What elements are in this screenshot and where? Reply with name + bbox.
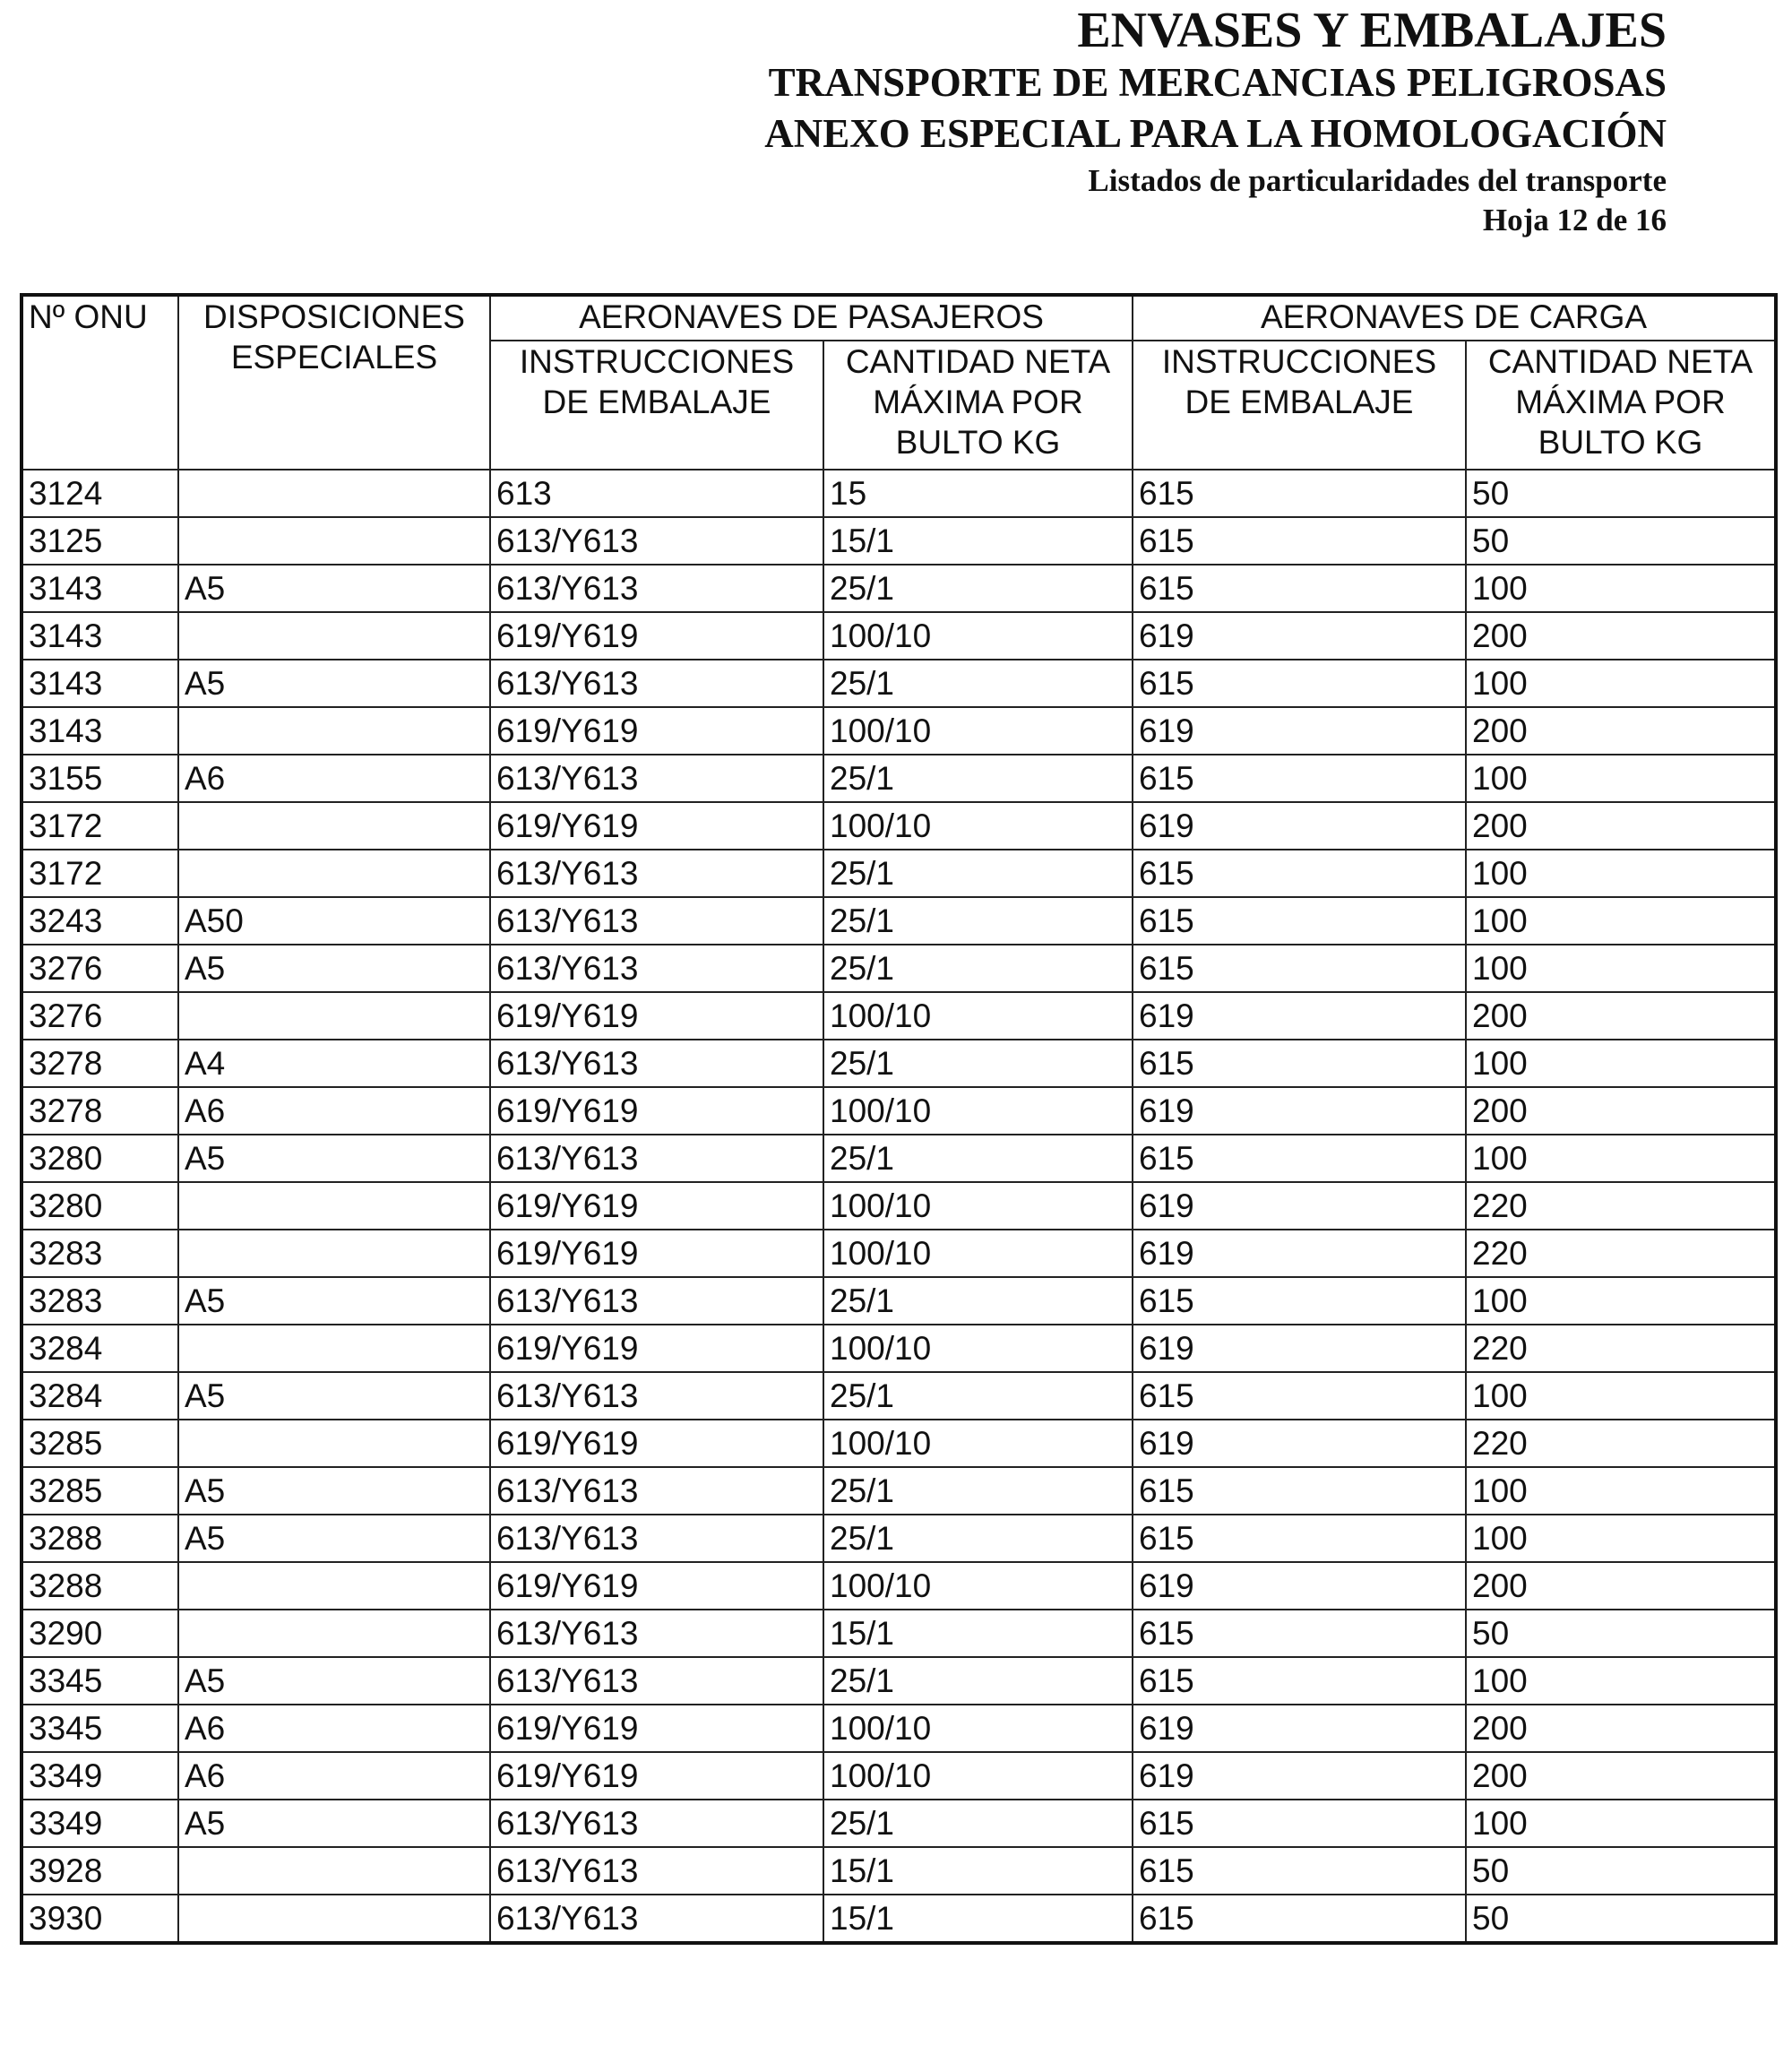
cell-passenger-packing-instruction: 619/Y619: [490, 1087, 823, 1135]
table-row: [22, 945, 1776, 992]
table-row: [22, 1657, 1776, 1705]
cell-cargo-packing-instruction: 615: [1133, 1372, 1466, 1420]
cell-passenger-max-quantity: 25/1: [823, 1135, 1133, 1182]
table-row: [22, 1847, 1776, 1895]
cell-passenger-max-quantity: 100/10: [823, 1087, 1133, 1135]
cell-passenger-packing-instruction: 619/Y619: [490, 1752, 823, 1800]
cell-cargo-max-quantity: 100: [1466, 1467, 1776, 1515]
header-line: DE EMBALAJE: [1185, 384, 1414, 420]
table-row: [22, 1562, 1776, 1610]
cell-onu-number: 3243: [22, 897, 178, 945]
table-row: [22, 1420, 1776, 1467]
cell-passenger-packing-instruction: 619/Y619: [490, 1420, 823, 1467]
cell-cargo-packing-instruction: 619: [1133, 1230, 1466, 1277]
table-row: [22, 1467, 1776, 1515]
cell-onu-number: 3283: [22, 1230, 178, 1277]
cell-passenger-max-quantity: 25/1: [823, 1277, 1133, 1325]
cell-cargo-packing-instruction: 619: [1133, 612, 1466, 660]
cell-cargo-packing-instruction: 615: [1133, 1895, 1466, 1943]
cell-cargo-max-quantity: 50: [1466, 1847, 1776, 1895]
cell-passenger-packing-instruction: 619/Y619: [490, 707, 823, 755]
cell-cargo-packing-instruction: 619: [1133, 1182, 1466, 1230]
cell-passenger-packing-instruction: 613: [490, 470, 823, 517]
table-row: [22, 1135, 1776, 1182]
cell-passenger-max-quantity: 25/1: [823, 897, 1133, 945]
cell-passenger-packing-instruction: 613/Y613: [490, 1895, 823, 1943]
cell-passenger-packing-instruction: 619/Y619: [490, 1182, 823, 1230]
cell-cargo-max-quantity: 50: [1466, 517, 1776, 565]
cell-passenger-max-quantity: 15/1: [823, 1895, 1133, 1943]
column-header-special-provisions-line2: ESPECIALES: [230, 339, 438, 376]
cell-passenger-packing-instruction: 613/Y613: [490, 565, 823, 612]
cell-special-provisions: [178, 1325, 490, 1372]
cell-special-provisions: A50: [178, 897, 490, 945]
cell-special-provisions: A6: [178, 1705, 490, 1752]
column-header-cargo-max-net-quantity: [1466, 341, 1776, 470]
cell-cargo-max-quantity: 100: [1466, 565, 1776, 612]
cell-cargo-packing-instruction: 619: [1133, 802, 1466, 850]
cell-cargo-max-quantity: 200: [1466, 1087, 1776, 1135]
cell-passenger-packing-instruction: 619/Y619: [490, 1562, 823, 1610]
cell-special-provisions: [178, 1230, 490, 1277]
cell-passenger-max-quantity: 15: [823, 470, 1133, 517]
cell-cargo-packing-instruction: 615: [1133, 517, 1466, 565]
cell-cargo-packing-instruction: 615: [1133, 1800, 1466, 1847]
table-row: [22, 707, 1776, 755]
table-row: [22, 1895, 1776, 1943]
cell-onu-number: 3143: [22, 707, 178, 755]
cell-special-provisions: [178, 802, 490, 850]
cell-passenger-max-quantity: 100/10: [823, 1705, 1133, 1752]
cell-passenger-max-quantity: 100/10: [823, 1420, 1133, 1467]
cell-onu-number: 3143: [22, 612, 178, 660]
cell-cargo-max-quantity: 100: [1466, 1515, 1776, 1562]
cell-onu-number: 3284: [22, 1325, 178, 1372]
cell-onu-number: 3290: [22, 1610, 178, 1657]
cell-passenger-max-quantity: 100/10: [823, 802, 1133, 850]
table-row: [22, 1230, 1776, 1277]
table-row: [22, 992, 1776, 1040]
cell-cargo-max-quantity: 220: [1466, 1182, 1776, 1230]
cell-cargo-packing-instruction: 615: [1133, 897, 1466, 945]
cell-special-provisions: [178, 612, 490, 660]
cell-passenger-max-quantity: 100/10: [823, 1562, 1133, 1610]
cell-cargo-packing-instruction: 615: [1133, 1467, 1466, 1515]
table-row: [22, 1752, 1776, 1800]
cell-special-provisions: [178, 850, 490, 897]
cell-cargo-max-quantity: 200: [1466, 1705, 1776, 1752]
cell-onu-number: 3172: [22, 802, 178, 850]
cell-onu-number: 3276: [22, 945, 178, 992]
table-row: [22, 1800, 1776, 1847]
cell-cargo-max-quantity: 100: [1466, 945, 1776, 992]
cell-passenger-packing-instruction: 613/Y613: [490, 755, 823, 802]
table-row: [22, 802, 1776, 850]
cell-cargo-packing-instruction: 615: [1133, 565, 1466, 612]
cell-cargo-packing-instruction: 615: [1133, 470, 1466, 517]
cell-onu-number: 3124: [22, 470, 178, 517]
cell-onu-number: 3285: [22, 1420, 178, 1467]
cell-passenger-max-quantity: 15/1: [823, 1610, 1133, 1657]
cell-passenger-packing-instruction: 613/Y613: [490, 1467, 823, 1515]
cell-onu-number: 3278: [22, 1040, 178, 1087]
header-line: MÁXIMA POR: [1515, 384, 1726, 420]
cell-special-provisions: A5: [178, 945, 490, 992]
cell-passenger-max-quantity: 100/10: [823, 1182, 1133, 1230]
cell-passenger-packing-instruction: 613/Y613: [490, 517, 823, 565]
table-row: [22, 1705, 1776, 1752]
cell-passenger-max-quantity: 25/1: [823, 1040, 1133, 1087]
cell-cargo-max-quantity: 100: [1466, 1040, 1776, 1087]
cell-cargo-max-quantity: 200: [1466, 612, 1776, 660]
cell-special-provisions: A5: [178, 1277, 490, 1325]
cell-special-provisions: A4: [178, 1040, 490, 1087]
cell-special-provisions: A5: [178, 1800, 490, 1847]
cell-cargo-packing-instruction: 615: [1133, 850, 1466, 897]
cell-passenger-max-quantity: 25/1: [823, 1372, 1133, 1420]
cell-onu-number: 3143: [22, 660, 178, 707]
table-row: [22, 1610, 1776, 1657]
header-line: MÁXIMA POR: [873, 384, 1083, 420]
table-header: [22, 295, 1776, 470]
cell-passenger-packing-instruction: 613/Y613: [490, 660, 823, 707]
cell-special-provisions: A5: [178, 1467, 490, 1515]
cell-cargo-max-quantity: 50: [1466, 470, 1776, 517]
cell-cargo-max-quantity: 100: [1466, 1800, 1776, 1847]
cell-passenger-max-quantity: 100/10: [823, 1325, 1133, 1372]
cell-passenger-max-quantity: 100/10: [823, 612, 1133, 660]
cell-cargo-packing-instruction: 615: [1133, 1610, 1466, 1657]
document-subtitle-annex: ANEXO ESPECIAL PARA LA HOMOLOGACIÓN: [764, 111, 1667, 156]
cell-passenger-packing-instruction: 619/Y619: [490, 1230, 823, 1277]
column-header-passenger-max-net-quantity: [823, 341, 1133, 470]
cell-cargo-packing-instruction: 619: [1133, 1420, 1466, 1467]
cell-special-provisions: A6: [178, 1087, 490, 1135]
cell-cargo-packing-instruction: 619: [1133, 1752, 1466, 1800]
cell-cargo-max-quantity: 100: [1466, 1372, 1776, 1420]
cell-cargo-max-quantity: 100: [1466, 1135, 1776, 1182]
cell-onu-number: 3288: [22, 1562, 178, 1610]
cell-cargo-max-quantity: 100: [1466, 1657, 1776, 1705]
cell-onu-number: 3172: [22, 850, 178, 897]
cell-passenger-max-quantity: 15/1: [823, 1847, 1133, 1895]
table-row: [22, 755, 1776, 802]
cell-cargo-packing-instruction: 615: [1133, 1135, 1466, 1182]
cell-cargo-max-quantity: 100: [1466, 897, 1776, 945]
cell-passenger-max-quantity: 25/1: [823, 1657, 1133, 1705]
header-line: CANTIDAD NETA: [845, 343, 1111, 380]
cell-passenger-packing-instruction: 613/Y613: [490, 1372, 823, 1420]
cell-special-provisions: [178, 1562, 490, 1610]
table-row: [22, 897, 1776, 945]
table-row: [22, 850, 1776, 897]
document-title: ENVASES Y EMBALAJES: [1077, 3, 1667, 58]
cell-cargo-packing-instruction: 615: [1133, 945, 1466, 992]
header-line: CANTIDAD NETA: [1487, 343, 1753, 380]
cell-cargo-max-quantity: 50: [1466, 1610, 1776, 1657]
cell-cargo-max-quantity: 220: [1466, 1230, 1776, 1277]
cell-special-provisions: [178, 1895, 490, 1943]
column-header-passenger-packing-instructions: [490, 341, 823, 470]
cell-passenger-max-quantity: 25/1: [823, 1800, 1133, 1847]
cell-cargo-max-quantity: 50: [1466, 1895, 1776, 1943]
cell-cargo-packing-instruction: 619: [1133, 1087, 1466, 1135]
cell-cargo-packing-instruction: 615: [1133, 1847, 1466, 1895]
cell-passenger-max-quantity: 25/1: [823, 755, 1133, 802]
document-subtitle-listings: Listados de particularidades del transporte: [1088, 163, 1667, 198]
cell-passenger-packing-instruction: 613/Y613: [490, 1135, 823, 1182]
header-line: DE EMBALAJE: [542, 384, 771, 420]
cell-passenger-max-quantity: 100/10: [823, 707, 1133, 755]
cell-passenger-packing-instruction: 619/Y619: [490, 612, 823, 660]
column-header-special-provisions-line1: DISPOSICIONES: [203, 298, 465, 335]
cell-passenger-max-quantity: 100/10: [823, 1230, 1133, 1277]
cell-passenger-packing-instruction: 613/Y613: [490, 1610, 823, 1657]
table-body: [22, 470, 1776, 1943]
cell-special-provisions: A6: [178, 1752, 490, 1800]
cell-onu-number: 3928: [22, 1847, 178, 1895]
cell-passenger-packing-instruction: 619/Y619: [490, 992, 823, 1040]
table-row: [22, 1040, 1776, 1087]
cell-cargo-max-quantity: 100: [1466, 660, 1776, 707]
cell-cargo-max-quantity: 200: [1466, 802, 1776, 850]
cell-passenger-max-quantity: 25/1: [823, 565, 1133, 612]
cell-cargo-packing-instruction: 615: [1133, 1277, 1466, 1325]
cell-special-provisions: A5: [178, 1515, 490, 1562]
cell-cargo-max-quantity: 100: [1466, 1277, 1776, 1325]
cell-cargo-packing-instruction: 615: [1133, 1657, 1466, 1705]
cell-onu-number: 3285: [22, 1467, 178, 1515]
cell-passenger-max-quantity: 25/1: [823, 660, 1133, 707]
cell-onu-number: 3284: [22, 1372, 178, 1420]
cell-cargo-packing-instruction: 619: [1133, 1325, 1466, 1372]
cell-cargo-packing-instruction: 619: [1133, 992, 1466, 1040]
table-row: [22, 1182, 1776, 1230]
cell-onu-number: 3276: [22, 992, 178, 1040]
cell-passenger-packing-instruction: 613/Y613: [490, 1800, 823, 1847]
table-row: [22, 1515, 1776, 1562]
cell-passenger-max-quantity: 25/1: [823, 850, 1133, 897]
header-line: INSTRUCCIONES: [1161, 343, 1437, 380]
cell-special-provisions: A5: [178, 1135, 490, 1182]
cell-onu-number: 3930: [22, 1895, 178, 1943]
table-row: [22, 1325, 1776, 1372]
page-number: Hoja 12 de 16: [1482, 203, 1667, 237]
cell-special-provisions: A5: [178, 660, 490, 707]
group-header-passenger-aircraft: AERONAVES DE PASAJEROS: [490, 295, 1133, 341]
cell-cargo-packing-instruction: 615: [1133, 1515, 1466, 1562]
cell-passenger-packing-instruction: 619/Y619: [490, 802, 823, 850]
column-header-special-provisions: [178, 295, 490, 470]
cell-cargo-max-quantity: 200: [1466, 707, 1776, 755]
cell-passenger-packing-instruction: 613/Y613: [490, 897, 823, 945]
cell-onu-number: 3283: [22, 1277, 178, 1325]
cell-onu-number: 3349: [22, 1752, 178, 1800]
cell-cargo-max-quantity: 220: [1466, 1325, 1776, 1372]
cell-passenger-packing-instruction: 613/Y613: [490, 1040, 823, 1087]
cell-onu-number: 3280: [22, 1135, 178, 1182]
cell-onu-number: 3288: [22, 1515, 178, 1562]
cell-passenger-packing-instruction: 613/Y613: [490, 1657, 823, 1705]
cell-special-provisions: [178, 517, 490, 565]
table-row: [22, 470, 1776, 517]
column-header-cargo-packing-instructions: [1133, 341, 1466, 470]
cell-passenger-packing-instruction: 619/Y619: [490, 1325, 823, 1372]
cell-passenger-packing-instruction: 613/Y613: [490, 1277, 823, 1325]
cell-special-provisions: [178, 1420, 490, 1467]
cell-special-provisions: [178, 992, 490, 1040]
cell-passenger-max-quantity: 15/1: [823, 517, 1133, 565]
cell-onu-number: 3345: [22, 1705, 178, 1752]
table-row: [22, 565, 1776, 612]
cell-passenger-max-quantity: 25/1: [823, 1467, 1133, 1515]
table-row: [22, 660, 1776, 707]
cell-passenger-packing-instruction: 613/Y613: [490, 1515, 823, 1562]
cell-cargo-max-quantity: 200: [1466, 1562, 1776, 1610]
cell-special-provisions: [178, 470, 490, 517]
cell-cargo-max-quantity: 200: [1466, 1752, 1776, 1800]
transport-table: [20, 293, 1778, 1945]
cell-cargo-packing-instruction: 619: [1133, 1562, 1466, 1610]
cell-passenger-packing-instruction: 613/Y613: [490, 945, 823, 992]
cell-special-provisions: [178, 1610, 490, 1657]
cell-cargo-packing-instruction: 619: [1133, 707, 1466, 755]
group-header-cargo-aircraft: AERONAVES DE CARGA: [1133, 295, 1776, 341]
cell-cargo-max-quantity: 200: [1466, 992, 1776, 1040]
cell-onu-number: 3125: [22, 517, 178, 565]
cell-special-provisions: A5: [178, 1372, 490, 1420]
cell-passenger-max-quantity: 100/10: [823, 1752, 1133, 1800]
cell-passenger-max-quantity: 25/1: [823, 1515, 1133, 1562]
cell-passenger-max-quantity: 25/1: [823, 945, 1133, 992]
column-header-onu: [22, 295, 178, 470]
cell-cargo-max-quantity: 100: [1466, 755, 1776, 802]
cell-passenger-packing-instruction: 613/Y613: [490, 850, 823, 897]
cell-cargo-packing-instruction: 615: [1133, 755, 1466, 802]
cell-special-provisions: A5: [178, 1657, 490, 1705]
cell-special-provisions: A5: [178, 565, 490, 612]
cell-onu-number: 3278: [22, 1087, 178, 1135]
table-row: [22, 612, 1776, 660]
column-header-onu-label: Nº ONU: [29, 298, 148, 335]
cell-onu-number: 3143: [22, 565, 178, 612]
cell-onu-number: 3155: [22, 755, 178, 802]
table-row: [22, 1087, 1776, 1135]
cell-passenger-max-quantity: 100/10: [823, 992, 1133, 1040]
cell-passenger-packing-instruction: 619/Y619: [490, 1705, 823, 1752]
cell-special-provisions: [178, 1182, 490, 1230]
table-row: [22, 517, 1776, 565]
header-line: INSTRUCCIONES: [519, 343, 795, 380]
cell-passenger-packing-instruction: 613/Y613: [490, 1847, 823, 1895]
cell-cargo-packing-instruction: 619: [1133, 1705, 1466, 1752]
cell-onu-number: 3280: [22, 1182, 178, 1230]
table-row: [22, 1277, 1776, 1325]
cell-cargo-packing-instruction: 615: [1133, 660, 1466, 707]
document-subtitle-transport: TRANSPORTE DE MERCANCIAS PELIGROSAS: [768, 60, 1667, 105]
cell-onu-number: 3349: [22, 1800, 178, 1847]
cell-cargo-max-quantity: 220: [1466, 1420, 1776, 1467]
document-header: [764, 0, 1667, 240]
cell-special-provisions: [178, 707, 490, 755]
header-line: BULTO KG: [1538, 424, 1703, 461]
cell-special-provisions: [178, 1847, 490, 1895]
cell-onu-number: 3345: [22, 1657, 178, 1705]
cell-cargo-max-quantity: 100: [1466, 850, 1776, 897]
cell-cargo-packing-instruction: 615: [1133, 1040, 1466, 1087]
table-row: [22, 1372, 1776, 1420]
cell-special-provisions: A6: [178, 755, 490, 802]
header-line: BULTO KG: [895, 424, 1061, 461]
